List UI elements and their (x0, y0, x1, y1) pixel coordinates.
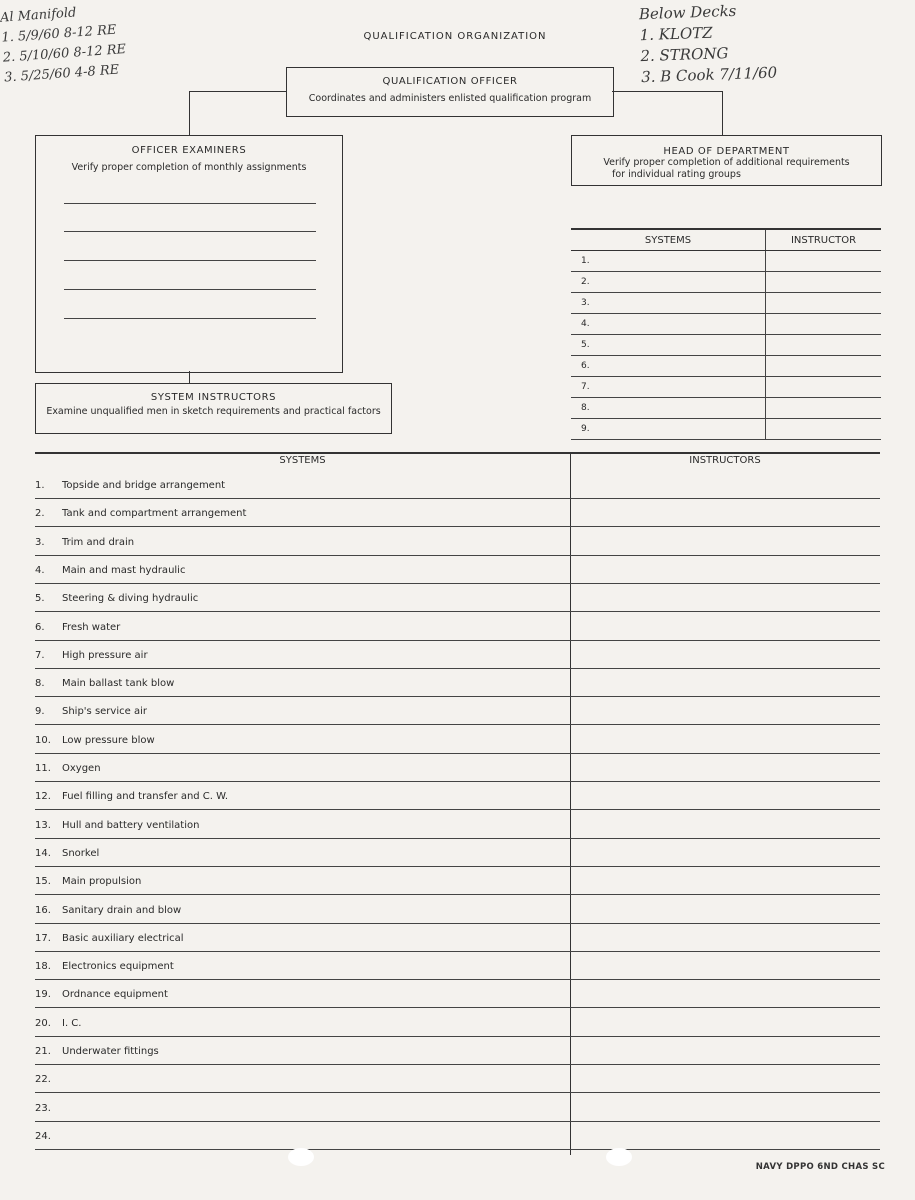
table-row (35, 810, 880, 839)
handwritten-line: 2. 5/10/60 8-12 RE (2, 42, 127, 66)
system-name: Fresh water (62, 621, 121, 633)
instructor-cell (766, 251, 882, 272)
box-title: HEAD OF DEPARTMENT (663, 146, 790, 157)
system-name: I. C. (62, 1017, 82, 1029)
box-subtitle: Verify proper completion of monthly assignments (71, 162, 307, 173)
system-instructors-box (35, 383, 392, 434)
instructor-cell (766, 314, 882, 335)
officer-examiners-box (35, 135, 343, 373)
row-number: 24. (35, 1130, 51, 1142)
connector-line (189, 91, 190, 135)
row-number: 9. (571, 419, 766, 440)
row-number: 2. (35, 508, 45, 520)
system-name: Sanitary drain and blow (62, 904, 182, 916)
row-number: 23. (35, 1102, 51, 1114)
row-number: 13. (35, 819, 51, 831)
document-title: QUALIFICATION ORGANIZATION (363, 31, 547, 42)
handwritten-notes-left (0, 0, 195, 89)
row-number: 12. (35, 791, 51, 803)
table-row (571, 251, 881, 272)
system-name: Steering & diving hydraulic (62, 593, 199, 605)
instructor-cell (766, 377, 882, 398)
table-row (35, 696, 880, 725)
blank-line (64, 260, 316, 261)
column-header-instructor: INSTRUCTOR (766, 229, 882, 251)
box-subtitle-line: for individual rating groups (612, 169, 741, 180)
handwritten-line: 1. 5/9/60 8-12 RE (0, 22, 117, 46)
table-row (35, 866, 880, 895)
box-title: QUALIFICATION OFFICER (382, 76, 518, 87)
table-row (571, 377, 881, 398)
connector-line (722, 91, 723, 135)
system-name: Main ballast tank blow (62, 678, 175, 690)
row-number: 14. (35, 847, 51, 859)
row-number: 17. (35, 932, 51, 944)
table-row (571, 293, 881, 314)
row-number: 6. (571, 356, 766, 377)
blank-line (64, 318, 316, 319)
row-number: 2. (571, 272, 766, 293)
system-name: Trim and drain (62, 536, 135, 548)
handwritten-line: Al Manifold (0, 5, 77, 26)
instructor-cell (766, 293, 882, 314)
box-title: SYSTEM INSTRUCTORS (150, 392, 277, 403)
system-name: Fuel filling and transfer and C. W. (62, 791, 229, 803)
table-row (35, 1093, 880, 1122)
qualification-officer-box (286, 67, 614, 117)
table-row (35, 498, 880, 527)
instructor-cell (766, 272, 882, 293)
column-header-instructors: INSTRUCTORS (689, 455, 761, 466)
row-number: 1. (35, 480, 45, 491)
box-subtitle: Coordinates and administers enlisted qualification program (308, 93, 592, 104)
table-row (571, 419, 881, 440)
table-row (35, 725, 880, 754)
table-row (35, 781, 880, 810)
row-number: 3. (571, 293, 766, 314)
row-number: 22. (35, 1074, 51, 1086)
footer-print-code: NAVY DPPO 6ND CHAS SC (755, 1162, 885, 1172)
handwritten-line: Below Decks (638, 1, 737, 24)
system-name: Snorkel (62, 847, 100, 859)
row-number: 18. (35, 961, 51, 973)
row-number: 21. (35, 1046, 51, 1057)
head-of-department-box (571, 135, 882, 186)
system-name: Underwater fittings (62, 1046, 159, 1057)
system-name: Low pressure blow (62, 734, 155, 746)
systems-instructor-table (571, 228, 881, 440)
table-row (35, 753, 880, 782)
table-row (35, 1036, 880, 1065)
instructor-cell (766, 356, 882, 377)
system-name: High pressure air (62, 649, 148, 661)
table-row (35, 470, 880, 499)
blank-line (64, 231, 316, 232)
blank-line (64, 203, 316, 204)
instructor-cell (766, 398, 882, 419)
row-number: 19. (35, 989, 51, 1001)
connector-line (612, 91, 722, 92)
system-name: Topside and bridge arrangement (62, 480, 226, 491)
table-row (35, 923, 880, 952)
table-row (35, 838, 880, 867)
system-name: Basic auxiliary electrical (62, 932, 184, 944)
row-number: 4. (571, 314, 766, 335)
row-number: 8. (571, 398, 766, 419)
table-row (35, 527, 880, 556)
table-row (35, 895, 880, 924)
row-number: 11. (35, 763, 51, 774)
table-row (35, 951, 880, 980)
row-number: 6. (35, 621, 45, 633)
system-name: Oxygen (62, 763, 101, 774)
row-number: 9. (35, 706, 45, 718)
table-row (35, 1064, 880, 1093)
table-row (35, 555, 880, 584)
handwritten-line: 3. 5/25/60 4-8 RE (3, 62, 120, 86)
row-number: 4. (35, 564, 45, 576)
binder-hole (606, 1148, 632, 1166)
row-number: 5. (35, 593, 45, 605)
handwritten-notes-right (639, 0, 882, 88)
table-row (35, 583, 880, 612)
table-top-rule (35, 452, 880, 454)
row-number: 1. (571, 251, 766, 272)
table-row (35, 1008, 880, 1037)
system-name: Hull and battery ventilation (62, 819, 200, 831)
row-number: 8. (35, 678, 45, 690)
instructor-cell (766, 335, 882, 356)
handwritten-line: 1. KLOTZ (639, 23, 713, 45)
system-name: Ship's service air (62, 706, 147, 718)
column-header-systems: SYSTEMS (279, 455, 326, 466)
row-number: 7. (571, 377, 766, 398)
row-number: 10. (35, 734, 51, 746)
table-row (571, 356, 881, 377)
table-row (571, 314, 881, 335)
blank-line (64, 289, 316, 290)
system-name: Tank and compartment arrangement (62, 508, 247, 520)
box-subtitle-line: Verify proper completion of additional requirements (603, 157, 850, 168)
table-row (571, 398, 881, 419)
box-title: OFFICER EXAMINERS (131, 145, 247, 156)
table-row (571, 335, 881, 356)
table-row (35, 979, 880, 1008)
system-name: Main propulsion (62, 876, 142, 888)
table-row (35, 668, 880, 697)
table-row (35, 612, 880, 641)
handwritten-line: 3. B Cook 7/11/60 (640, 63, 778, 87)
system-name: Electronics equipment (62, 961, 174, 973)
instructor-cell (766, 419, 882, 440)
handwritten-line: 2. STRONG (640, 44, 729, 66)
row-number: 5. (571, 335, 766, 356)
system-name: Ordnance equipment (62, 989, 168, 1001)
connector-line (189, 91, 286, 92)
box-subtitle: Examine unqualified men in sketch requirements and practical factors (46, 406, 381, 417)
binder-hole (288, 1148, 314, 1166)
table-row (35, 640, 880, 669)
table-row (35, 1121, 880, 1150)
row-number: 7. (35, 649, 45, 661)
row-number: 16. (35, 904, 51, 916)
column-header-systems: SYSTEMS (571, 229, 766, 251)
row-number: 3. (35, 536, 45, 548)
table-row (571, 272, 881, 293)
row-number: 15. (35, 876, 51, 888)
system-name: Main and mast hydraulic (62, 564, 186, 576)
row-number: 20. (35, 1017, 51, 1029)
